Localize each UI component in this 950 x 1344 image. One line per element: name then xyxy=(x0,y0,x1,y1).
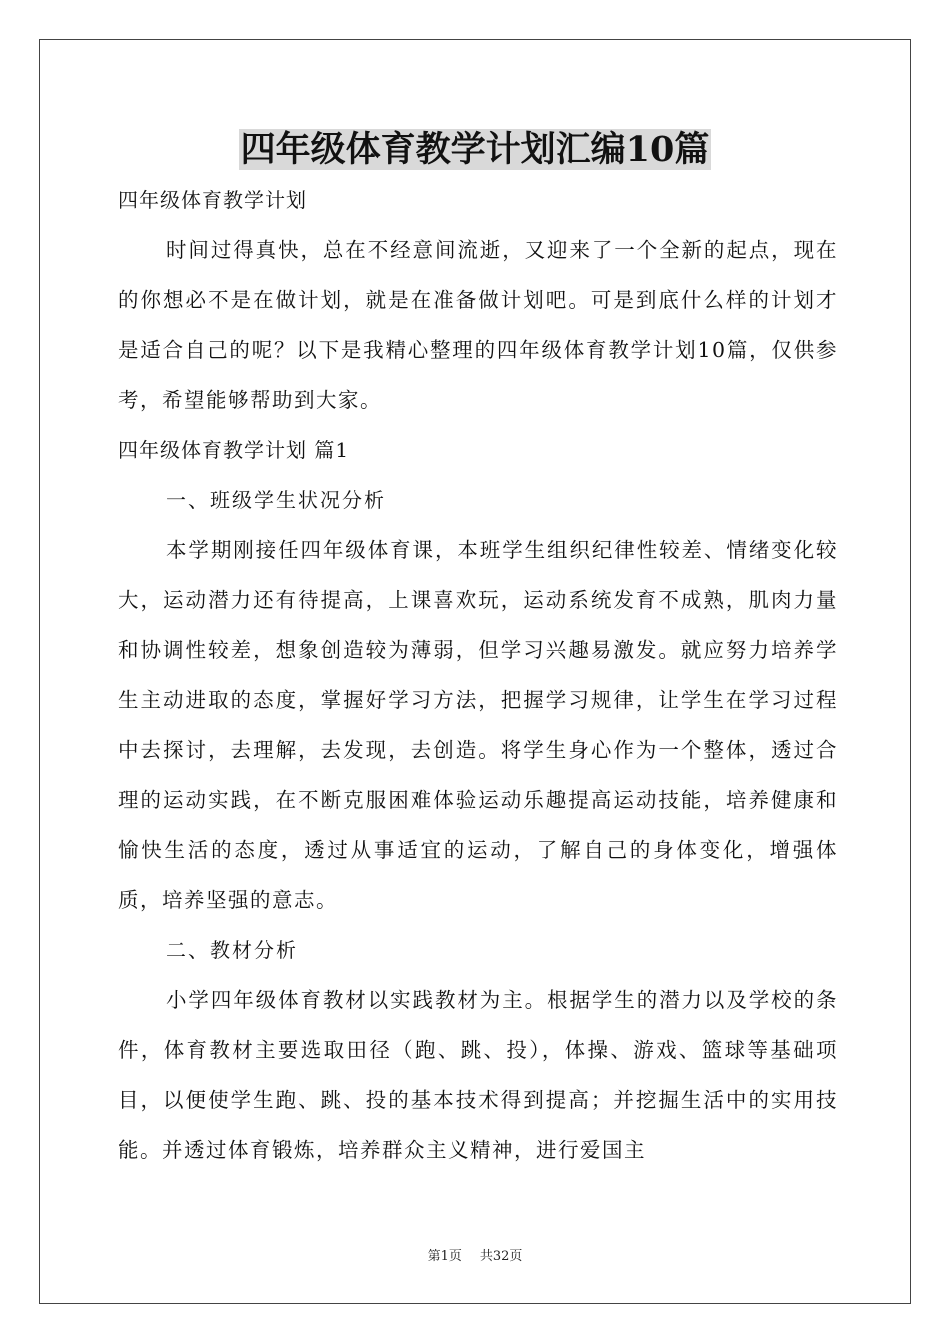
section-heading: 四年级体育教学计划 xyxy=(118,188,307,212)
chapter-heading: 四年级体育教学计划 篇1 xyxy=(118,438,350,462)
document-title xyxy=(0,125,950,175)
page-footer xyxy=(0,1247,950,1267)
page-number: 第1页 xyxy=(427,1249,462,1264)
body-paragraph: 本学期刚接任四年级体育课，本班学生组织纪律性较差、情绪变化较大，运动潜力还有待提高，上课喜欢玩，运动系统发育不成熟，肌肉力量和协调性较差，想象创造较为薄弱，但学习兴趣易激发。就应努力培养学生主动进取的态度，掌握好学习方法，把握学习规律，让学生在学习过程中去探讨，去理解，去发现，去创造。将学生身心作为一个整体，透过合理的运动实践，在不断克服困难体验运动乐趣提高运动技能，培养健康和愉快生活的态度，透过从事适宜的运动，了解自己的身体变化，增强体质，培养坚强的意志。 xyxy=(118,538,838,912)
page-total: 共32页 xyxy=(479,1249,523,1264)
body-paragraph: 小学四年级体育教材以实践教材为主。根据学生的潜力以及学校的条件，体育教材主要选取田径（跑、跳、投），体操、游戏、篮球等基础项目，以便使学生跑、跳、投的基本技术得到提高；并挖掘生活中的实用技能。并透过体育锻炼，培养群众主义精神，进行爱国主 xyxy=(118,988,838,1162)
document-title-text: 四年级体育教学计划汇编10篇 xyxy=(240,129,710,170)
document-body xyxy=(118,175,838,1175)
subsection-heading: 二、教材分析 xyxy=(166,938,298,962)
subsection-heading: 一、班级学生状况分析 xyxy=(166,488,386,512)
intro-paragraph: 时间过得真快，总在不经意间流逝，又迎来了一个全新的起点，现在的你想必不是在做计划，就是在准备做计划吧。可是到底什么样的计划才是适合自己的呢？以下是我精心整理的四年级体育教学计划10篇，仅供参考，希望能够帮助到大家。 xyxy=(118,238,838,412)
